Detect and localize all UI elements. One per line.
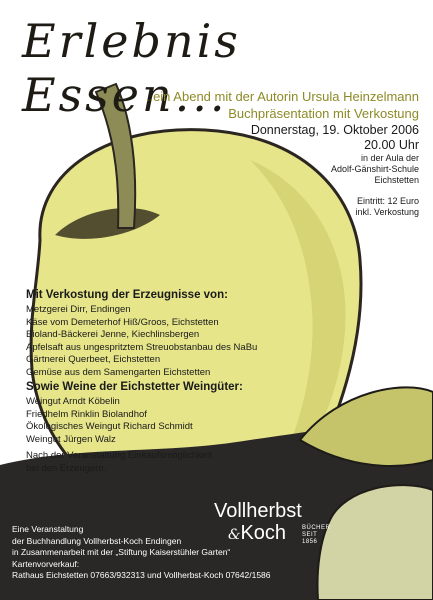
note-line: Nach der Veranstaltung Einkaufsmöglichkeit: [26, 450, 212, 461]
subtitle-line: Buchpräsentation mit Verkostung: [228, 106, 419, 121]
producer-item: Metzgerei Dirr, Endingen: [26, 304, 131, 315]
tasting-heading: Mit Verkostung der Erzeugnisse von:: [26, 289, 228, 301]
producer-item: Gemüse aus dem Samengarten Eichstetten: [26, 366, 211, 378]
wine-section: [26, 380, 243, 446]
producer-item: Gärtnerei Querbeet, Eichstetten: [26, 354, 161, 365]
shopping-note: [26, 450, 212, 475]
brand-name-koch: Koch: [240, 522, 287, 544]
producer-item: Käse vom Demeterhof Hiß/Groos, Eichstetten: [26, 316, 219, 328]
winery-item: Friedhelm Rinklin Biolandhof: [26, 408, 147, 420]
poster-title: Erlebnis Essen...: [22, 14, 241, 122]
admission: Eintritt: 12 Euro: [356, 196, 419, 206]
producer-item: Apfelsaft aus ungespritztem Streuobstanbau des NaBu: [26, 341, 258, 353]
brand-ampersand: &: [228, 527, 241, 543]
brand-tagline-line: BÜCHER: [302, 525, 331, 531]
venue-line: in der Aula der: [360, 153, 419, 163]
brand-tagline-line: SEIT 1856: [302, 532, 318, 545]
event-details: [251, 123, 419, 218]
event-date: Donnerstag, 19. Oktober 2006: [250, 123, 419, 137]
wine-heading: Sowie Weine der Eichstetter Weingüter:: [26, 381, 243, 393]
venue-line: Eichstetten: [374, 175, 419, 185]
organizer-line: in Zusammenarbeit mit der „Stiftung Kaiserstühler Garten“: [12, 547, 231, 557]
organizer-info: [12, 524, 271, 582]
organizer-line: Rathaus Eichstetten 07663/932313 und Vollherbst-Koch 07642/1586: [12, 570, 271, 580]
organizer-line: Eine Veranstaltung: [12, 524, 84, 534]
organizer-line: Kartenvorverkauf:: [12, 558, 80, 569]
brand-name-line1: Vollherbst: [214, 500, 302, 522]
admission-note: inkl. Verkostung: [355, 207, 419, 217]
organizer-line: der Buchhandlung Vollherbst-Koch Endingen: [12, 535, 182, 546]
tasting-section: [26, 288, 257, 379]
winery-item: Ökologisches Weingut Richard Schmidt: [26, 421, 193, 432]
brand-tagline: [302, 525, 330, 546]
subtitle-line: ..ein Abend mit der Autorin Ursula Heinzelmann: [145, 89, 419, 104]
winery-item: Weingut Jürgen Walz: [26, 433, 116, 445]
event-time: 20.00 Uhr: [364, 138, 419, 152]
note-line: bei den Erzeugern.: [26, 462, 107, 474]
winery-item: Weingut Arndt Köbelin: [26, 396, 120, 407]
subtitle: [146, 88, 419, 122]
venue-line: Adolf-Gänshirt-Schule: [330, 164, 419, 174]
producer-item: Bioland-Bäckerei Jenne, Kiechlinsbergen: [26, 329, 200, 340]
